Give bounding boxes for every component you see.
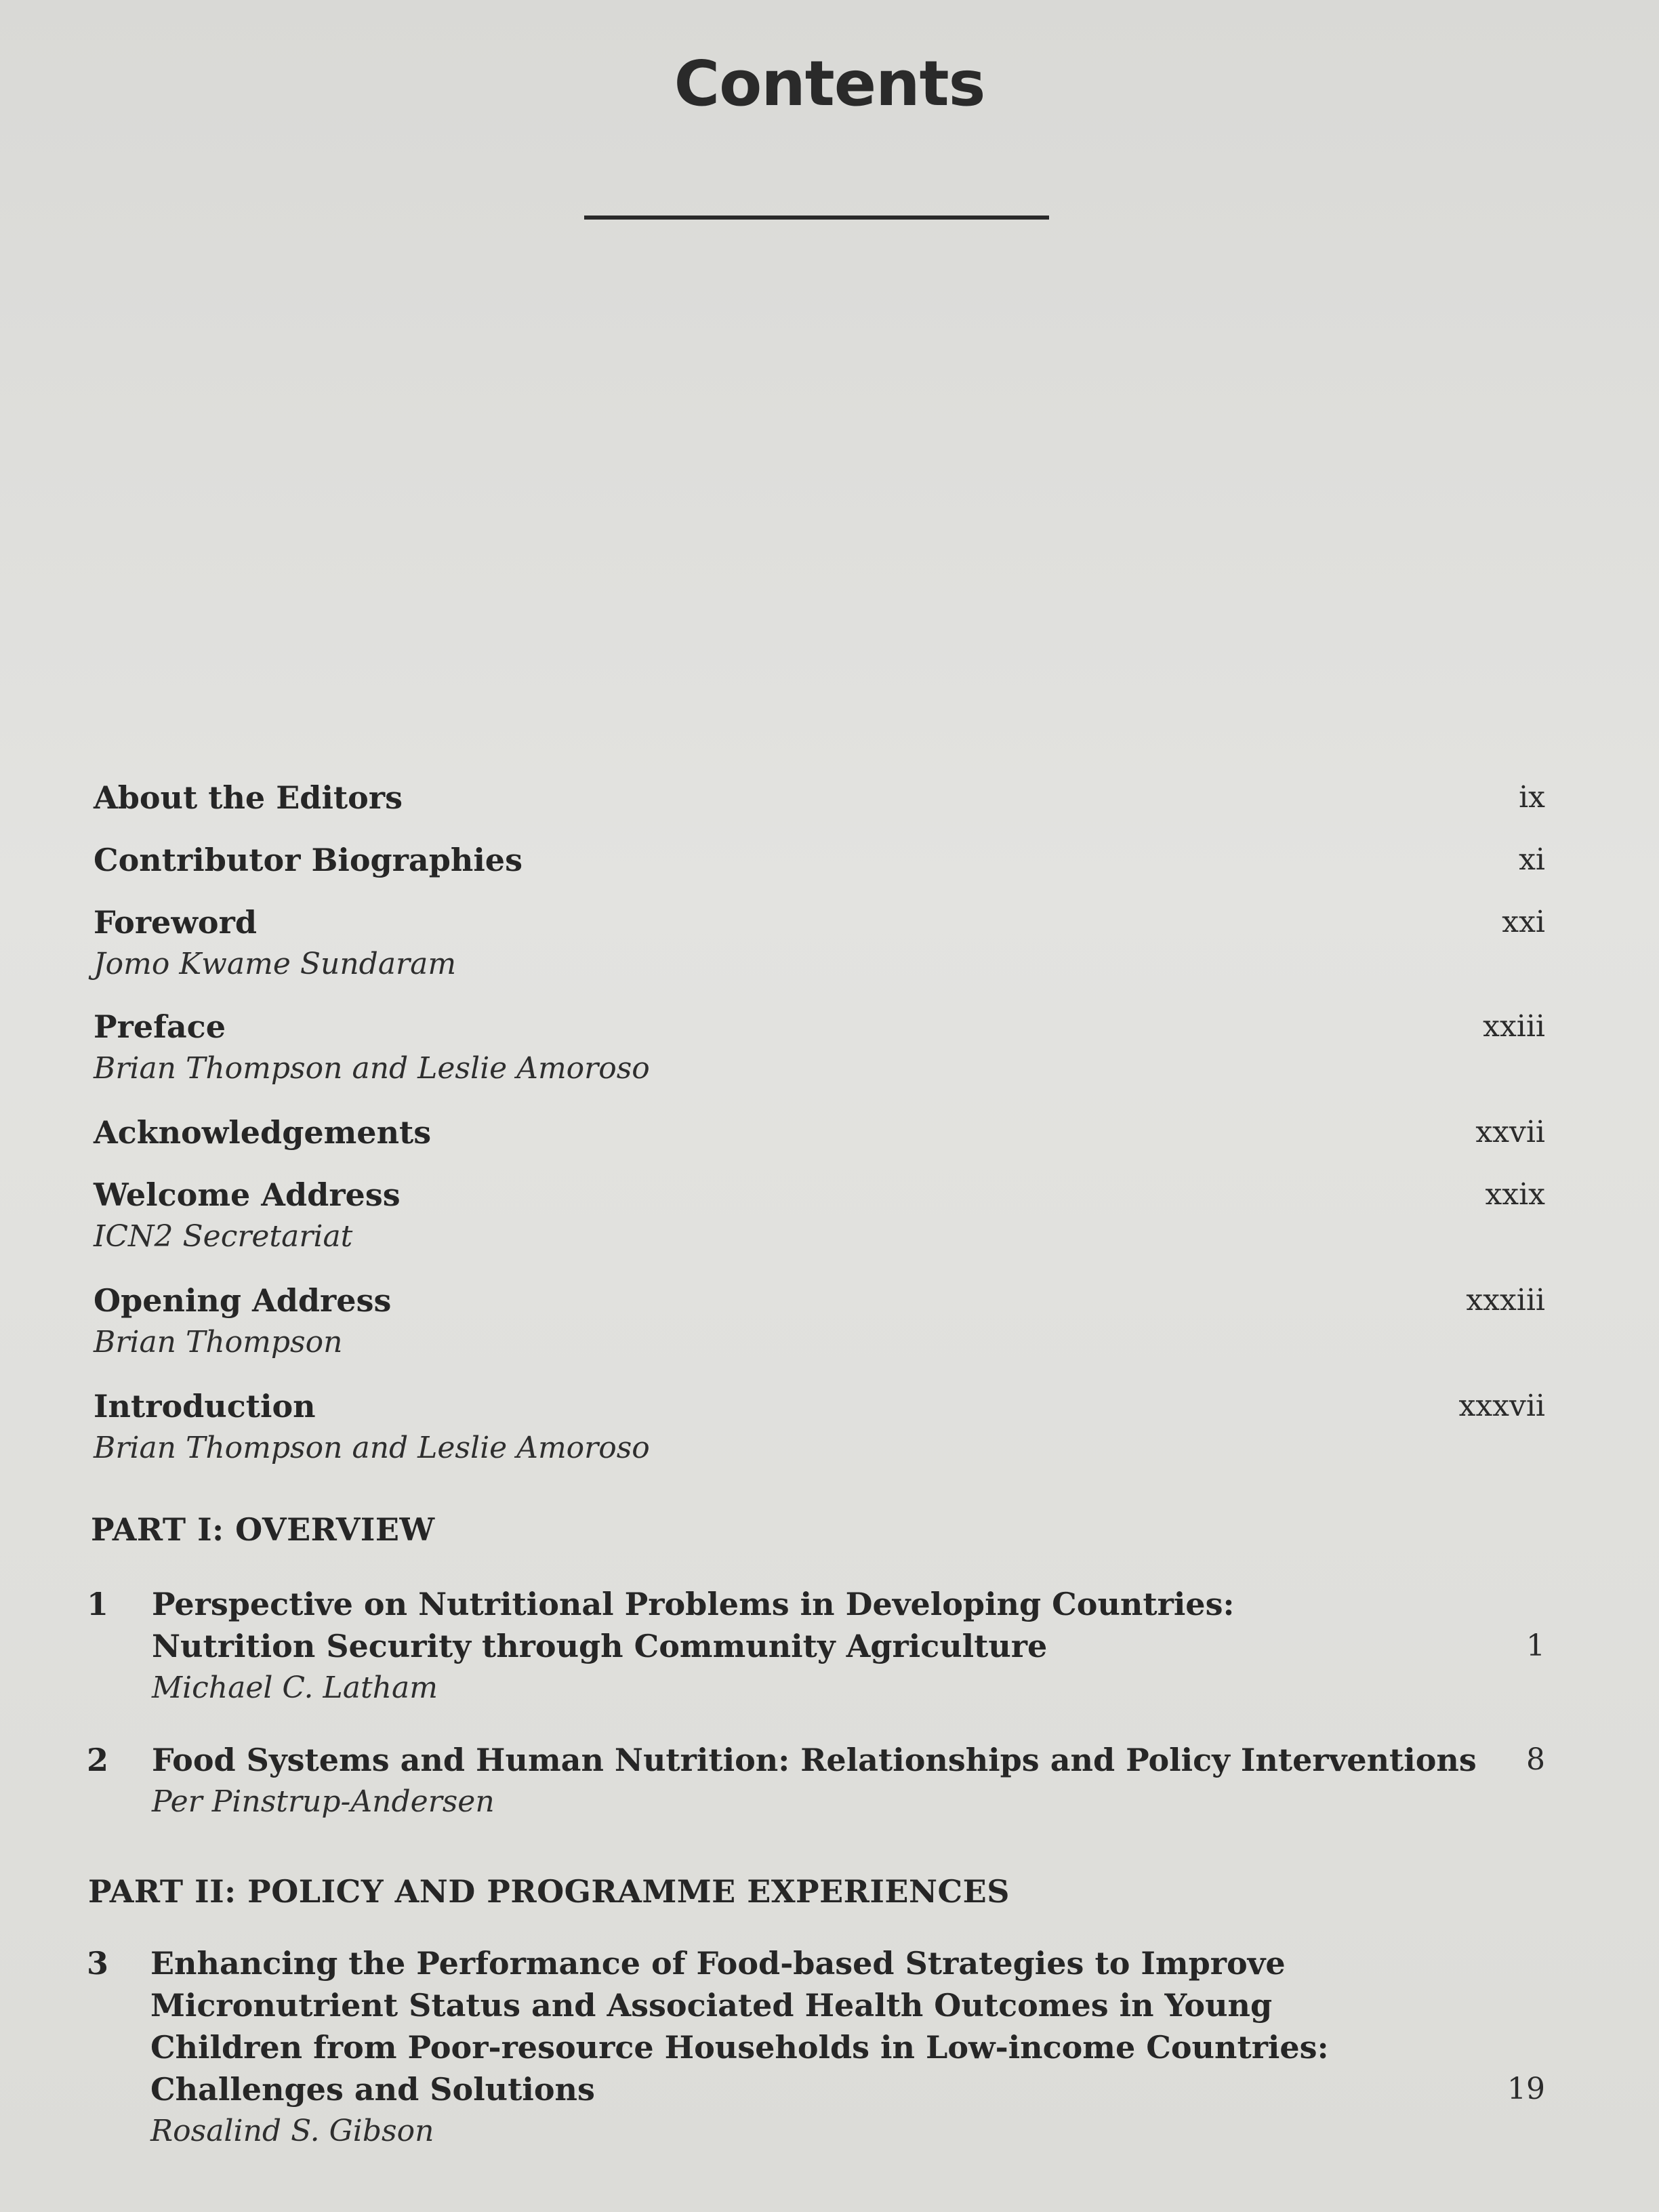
entry-title: Opening Address: [94, 1282, 392, 1319]
chapter-author: Michael C. Latham: [152, 1671, 438, 1705]
chapter-page: 8: [1526, 1742, 1545, 1777]
chapter-page: 1: [1526, 1629, 1545, 1663]
chapter-title-line: Perspective on Nutritional Problems in Developing Countries:: [152, 1586, 1235, 1622]
chapter-title-line: Enhancing the Performance of Food-based Strategies to Improve: [150, 1945, 1286, 1982]
entry-title: Introduction: [94, 1388, 316, 1425]
entry-page: ix: [1519, 780, 1545, 815]
chapter-title-line: Micronutrient Status and Associated Health Outcomes in Young: [150, 1987, 1273, 2024]
chapter-page: 19: [1507, 2072, 1545, 2106]
page-title: Contents: [674, 47, 985, 120]
entry-page: xxxvii: [1458, 1389, 1545, 1423]
chapter-number: 3: [87, 1945, 109, 1982]
part-heading-overview: PART I: OVERVIEW: [91, 1511, 435, 1548]
chapter-author: Per Pinstrup-Andersen: [152, 1784, 495, 1819]
chapter-number: 1: [87, 1586, 109, 1622]
entry-author: Brian Thompson and Leslie Amoroso: [94, 1431, 650, 1465]
chapter-title-line: Nutrition Security through Community Agriculture: [152, 1628, 1048, 1664]
entry-title: Foreword: [94, 904, 258, 941]
entry-page: xxiii: [1483, 1009, 1545, 1044]
entry-title: Acknowledgements: [94, 1114, 432, 1151]
entry-page: xi: [1519, 842, 1545, 877]
entry-title: Preface: [94, 1008, 226, 1045]
entry-page: xxix: [1485, 1177, 1545, 1212]
entry-author: Jomo Kwame Sundaram: [94, 947, 457, 981]
chapter-title-line: Children from Poor-resource Households in Low-income Countries:: [150, 2029, 1329, 2066]
entry-page: xxi: [1502, 905, 1545, 939]
entry-page: xxvii: [1475, 1115, 1545, 1149]
part-heading-policy-programme: PART II: POLICY AND PROGRAMME EXPERIENCES: [88, 1873, 1010, 1910]
entry-page: xxxiii: [1466, 1283, 1545, 1317]
chapter-number: 2: [87, 1742, 109, 1778]
entry-title: Contributor Biographies: [94, 842, 523, 878]
chapter-title-line: Food Systems and Human Nutrition: Relationships and Policy Interventions: [152, 1742, 1477, 1778]
entry-author: ICN2 Secretariat: [94, 1219, 353, 1254]
chapter-title-line: Challenges and Solutions: [150, 2071, 595, 2108]
chapter-author: Rosalind S. Gibson: [150, 2114, 434, 2148]
title-divider: [584, 216, 1049, 220]
entry-author: Brian Thompson: [94, 1325, 343, 1359]
entry-title: Welcome Address: [94, 1176, 401, 1213]
entry-title: About the Editors: [94, 779, 403, 816]
entry-author: Brian Thompson and Leslie Amoroso: [94, 1051, 650, 1086]
